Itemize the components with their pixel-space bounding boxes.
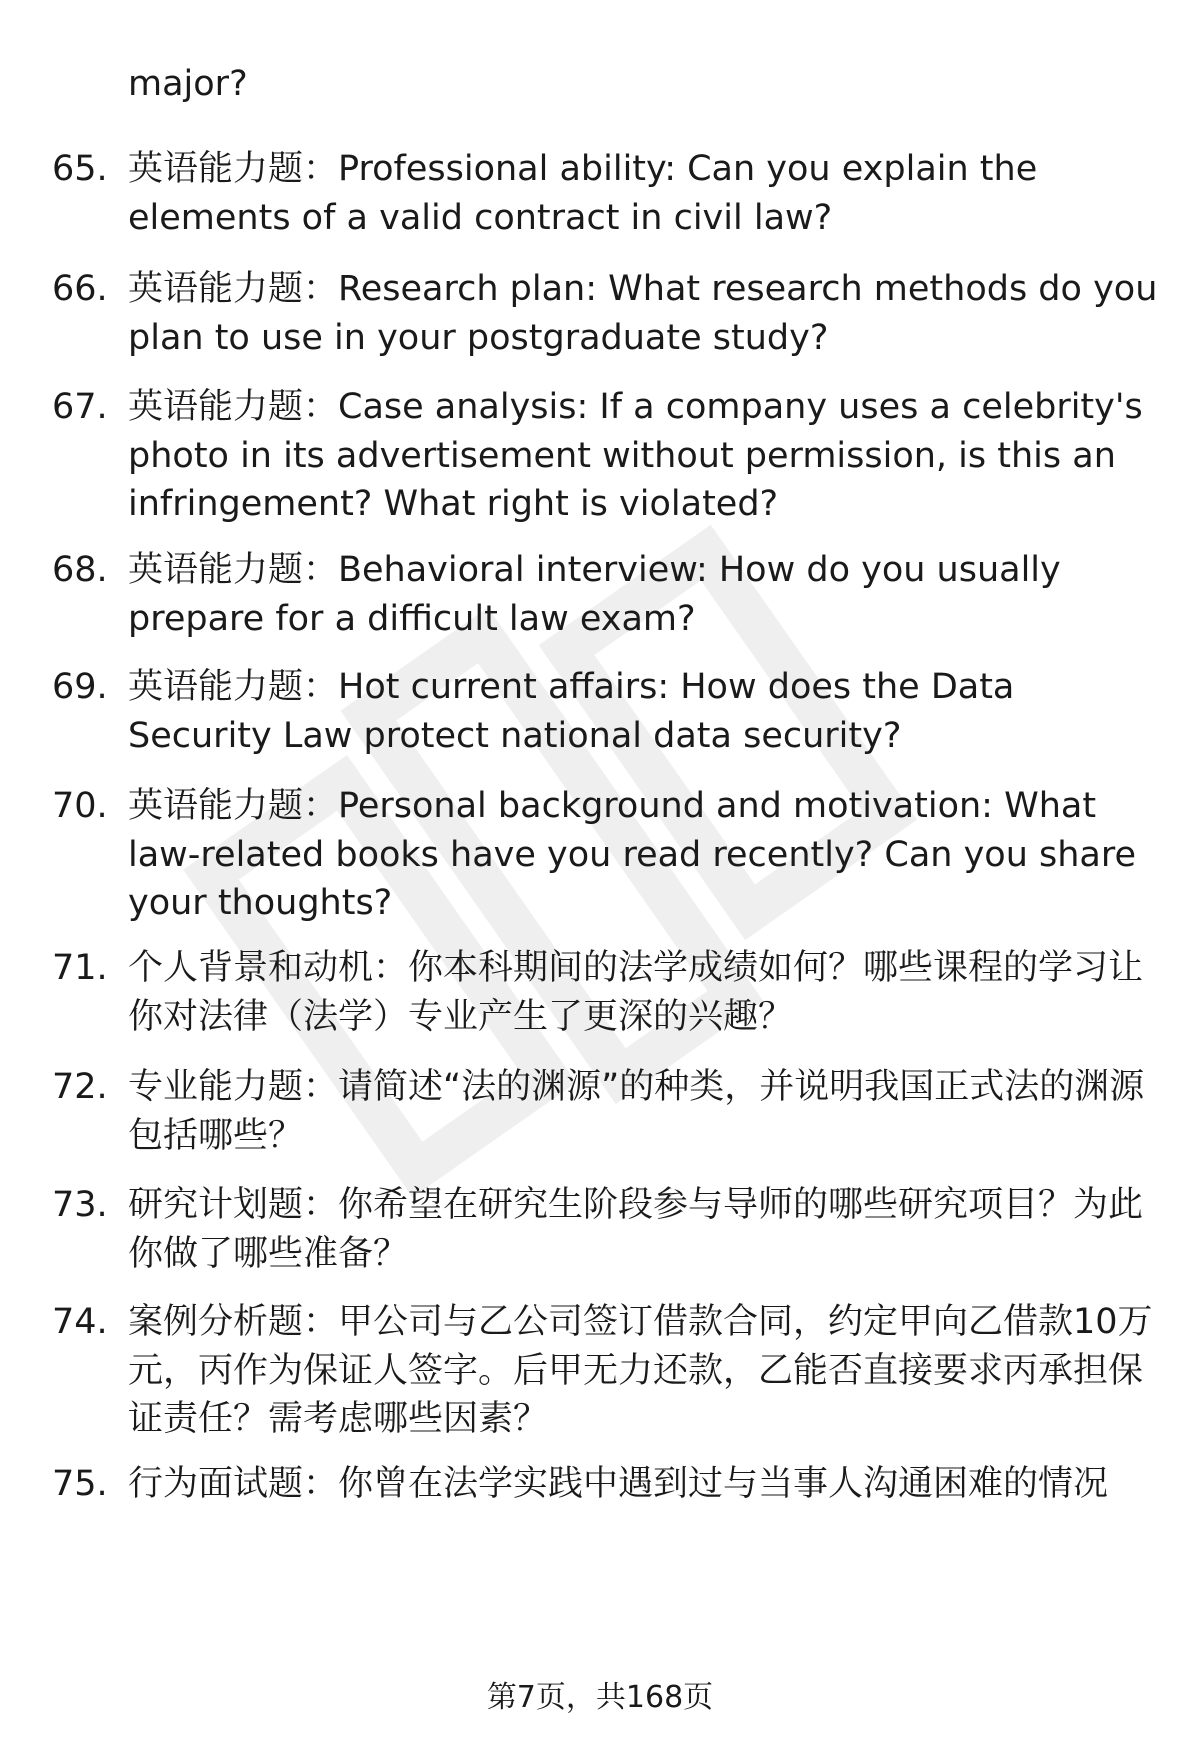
- item-text: 英语能力题：Professional ability: Can you explain the elements of a valid contract in civil law?: [128, 149, 1038, 238]
- item-text: 英语能力题：Hot current affairs: How does the Data Security Law protect national data security?: [128, 667, 1015, 756]
- item-number: 70.: [52, 786, 108, 826]
- item-text: 个人背景和动机：你本科期间的法学成绩如何？哪些课程的学习让你对法律（法学）专业产生了更深的兴趣？: [128, 948, 1144, 1037]
- item-number: 74.: [52, 1302, 108, 1342]
- item-number: 71.: [52, 948, 108, 988]
- page-footer: 第7页，共168页: [486, 1680, 714, 1715]
- item-text: 行为面试题：你曾在法学实践中遇到过与当事人沟通困难的情况: [128, 1464, 1109, 1504]
- item-number: 73.: [52, 1185, 108, 1225]
- continuation-text: major?: [128, 64, 248, 104]
- item-number: 67.: [52, 387, 108, 427]
- item-number: 69.: [52, 667, 108, 707]
- item-number: 65.: [52, 149, 108, 189]
- item-text: 研究计划题：你希望在研究生阶段参与导师的哪些研究项目？为此你做了哪些准备？: [128, 1185, 1144, 1274]
- item-text: 英语能力题：Research plan: What research methods do you plan to use in your postgraduate study?: [128, 269, 1158, 358]
- item-number: 75.: [52, 1464, 108, 1504]
- item-number: 66.: [52, 269, 108, 309]
- item-text: 英语能力题：Behavioral interview: How do you usually prepare for a difficult law exam?: [128, 550, 1061, 639]
- item-number: 68.: [52, 550, 108, 590]
- item-number: 72.: [52, 1067, 108, 1107]
- item-text: 英语能力题：Case analysis: If a company uses a celebrity's photo in its advertisement without permission, is this an infringement? What right is violated?: [128, 387, 1143, 524]
- item-text: 英语能力题：Personal background and motivation: What law-related books have you read recently? Can you share your thoughts?: [128, 786, 1137, 923]
- item-text: 案例分析题：甲公司与乙公司签订借款合同，约定甲向乙借款10万元，丙作为保证人签字。后甲无力还款，乙能否直接要求丙承担保证责任？需考虑哪些因素？: [128, 1302, 1153, 1439]
- item-text: 专业能力题：请简述“法的渊源”的种类，并说明我国正式法的渊源包括哪些？: [128, 1067, 1145, 1156]
